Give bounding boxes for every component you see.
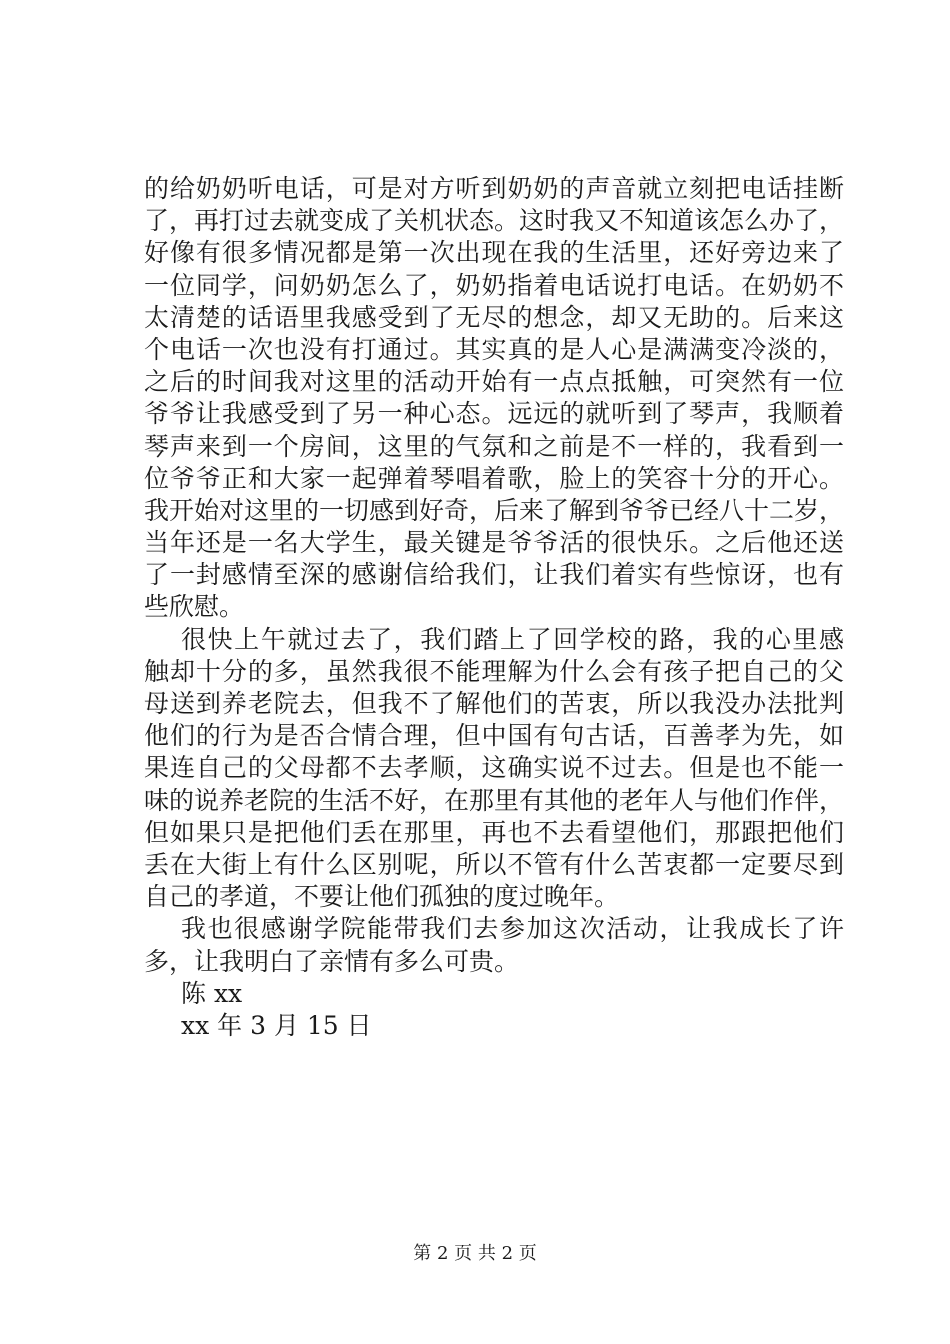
paragraph-1-line-1: 的给奶奶听电话，可是对方听到奶奶的声音就立刻把电话挂断 (144, 174, 844, 203)
paragraph-2-line-7: 但如果只是把他们丢在那里，再也不去看望他们，那跟把他们 (144, 817, 844, 847)
paragraph-2-line-6: 味的说养老院的生活不好，在那里有其他的老年人与他们作伴， (144, 785, 844, 815)
signature-date: xx 年 3 月 15 日 (181, 1010, 372, 1040)
paragraph-2-line-5: 果连自己的父母都不去孝顺，这确实说不过去。但是也不能一 (144, 753, 844, 783)
paragraph-1-line-12: 当年还是一名大学生，最关键是爷爷活的很快乐。之后他还送 (144, 528, 844, 558)
paragraph-1-line-14: 些欣慰。 (144, 592, 245, 622)
paragraph-1-line-8: 爷爷让我感受到了另一种心态。远远的就听到了琴声，我顺着 (144, 399, 844, 429)
paragraph-1-line-3: 好像有很多情况都是第一次出现在我的生活里，还好旁边来了 (144, 238, 844, 268)
paragraph-1-line-7: 之后的时间我对这里的活动开始有一点点抵触，可突然有一位 (144, 367, 844, 397)
letter-body (144, 173, 844, 1042)
paragraph-2-line-1: 很快上午就过去了，我们踏上了回学校的路，我的心里感 (181, 624, 844, 654)
paragraph-1-line-2: 了，再打过去就变成了关机状态。这时我又不知道该怎么办了， (144, 206, 844, 236)
paragraph-1-line-9: 琴声来到一个房间，这里的气氛和之前是不一样的，我看到一 (144, 431, 844, 461)
paragraph-2-line-3: 母送到养老院去，但我不了解他们的苦衷，所以我没办法批判 (144, 689, 844, 718)
paragraph-2-line-2: 触却十分的多，虽然我很不能理解为什么会有孩子把自己的父 (144, 656, 844, 686)
paragraph-1-line-5: 太清楚的话语里我感受到了无尽的想念，却又无助的。后来这 (144, 302, 844, 332)
paragraph-3-line-1: 我也很感谢学院能带我们去参加这次活动，让我成长了许 (181, 914, 844, 944)
paragraph-2-line-4: 他们的行为是否合情合理，但中国有句古话，百善孝为先，如 (144, 721, 844, 751)
page-indicator: 第 2 页 共 2 页 (413, 1243, 537, 1264)
paragraph-1-line-10: 位爷爷正和大家一起弹着琴唱着歌，脸上的笑容十分的开心。 (144, 463, 844, 493)
paragraph-1-line-6: 个电话一次也没有打通过。其实真的是人心是满满变冷淡的， (144, 334, 844, 364)
page-footer (0, 1242, 950, 1266)
paragraph-1-line-11: 我开始对这里的一切感到好奇，后来了解到爷爷已经八十二岁， (144, 495, 844, 525)
paragraph-1-line-4: 一位同学，问奶奶怎么了，奶奶指着电话说打电话。在奶奶不 (144, 270, 844, 300)
signature-name: 陈 xx (181, 978, 243, 1008)
paragraph-1-line-13: 了一封感情至深的感谢信给我们，让我们着实有些惊讶，也有 (144, 560, 844, 590)
paragraph-3-line-2: 多，让我明白了亲情有多么可贵。 (144, 946, 520, 976)
paragraph-2-line-8: 丢在大街上有什么区别呢，所以不管有什么苦衷都一定要尽到 (144, 849, 844, 879)
paragraph-2-line-9: 自己的孝道，不要让他们孤独的度过晚年。 (144, 882, 620, 912)
